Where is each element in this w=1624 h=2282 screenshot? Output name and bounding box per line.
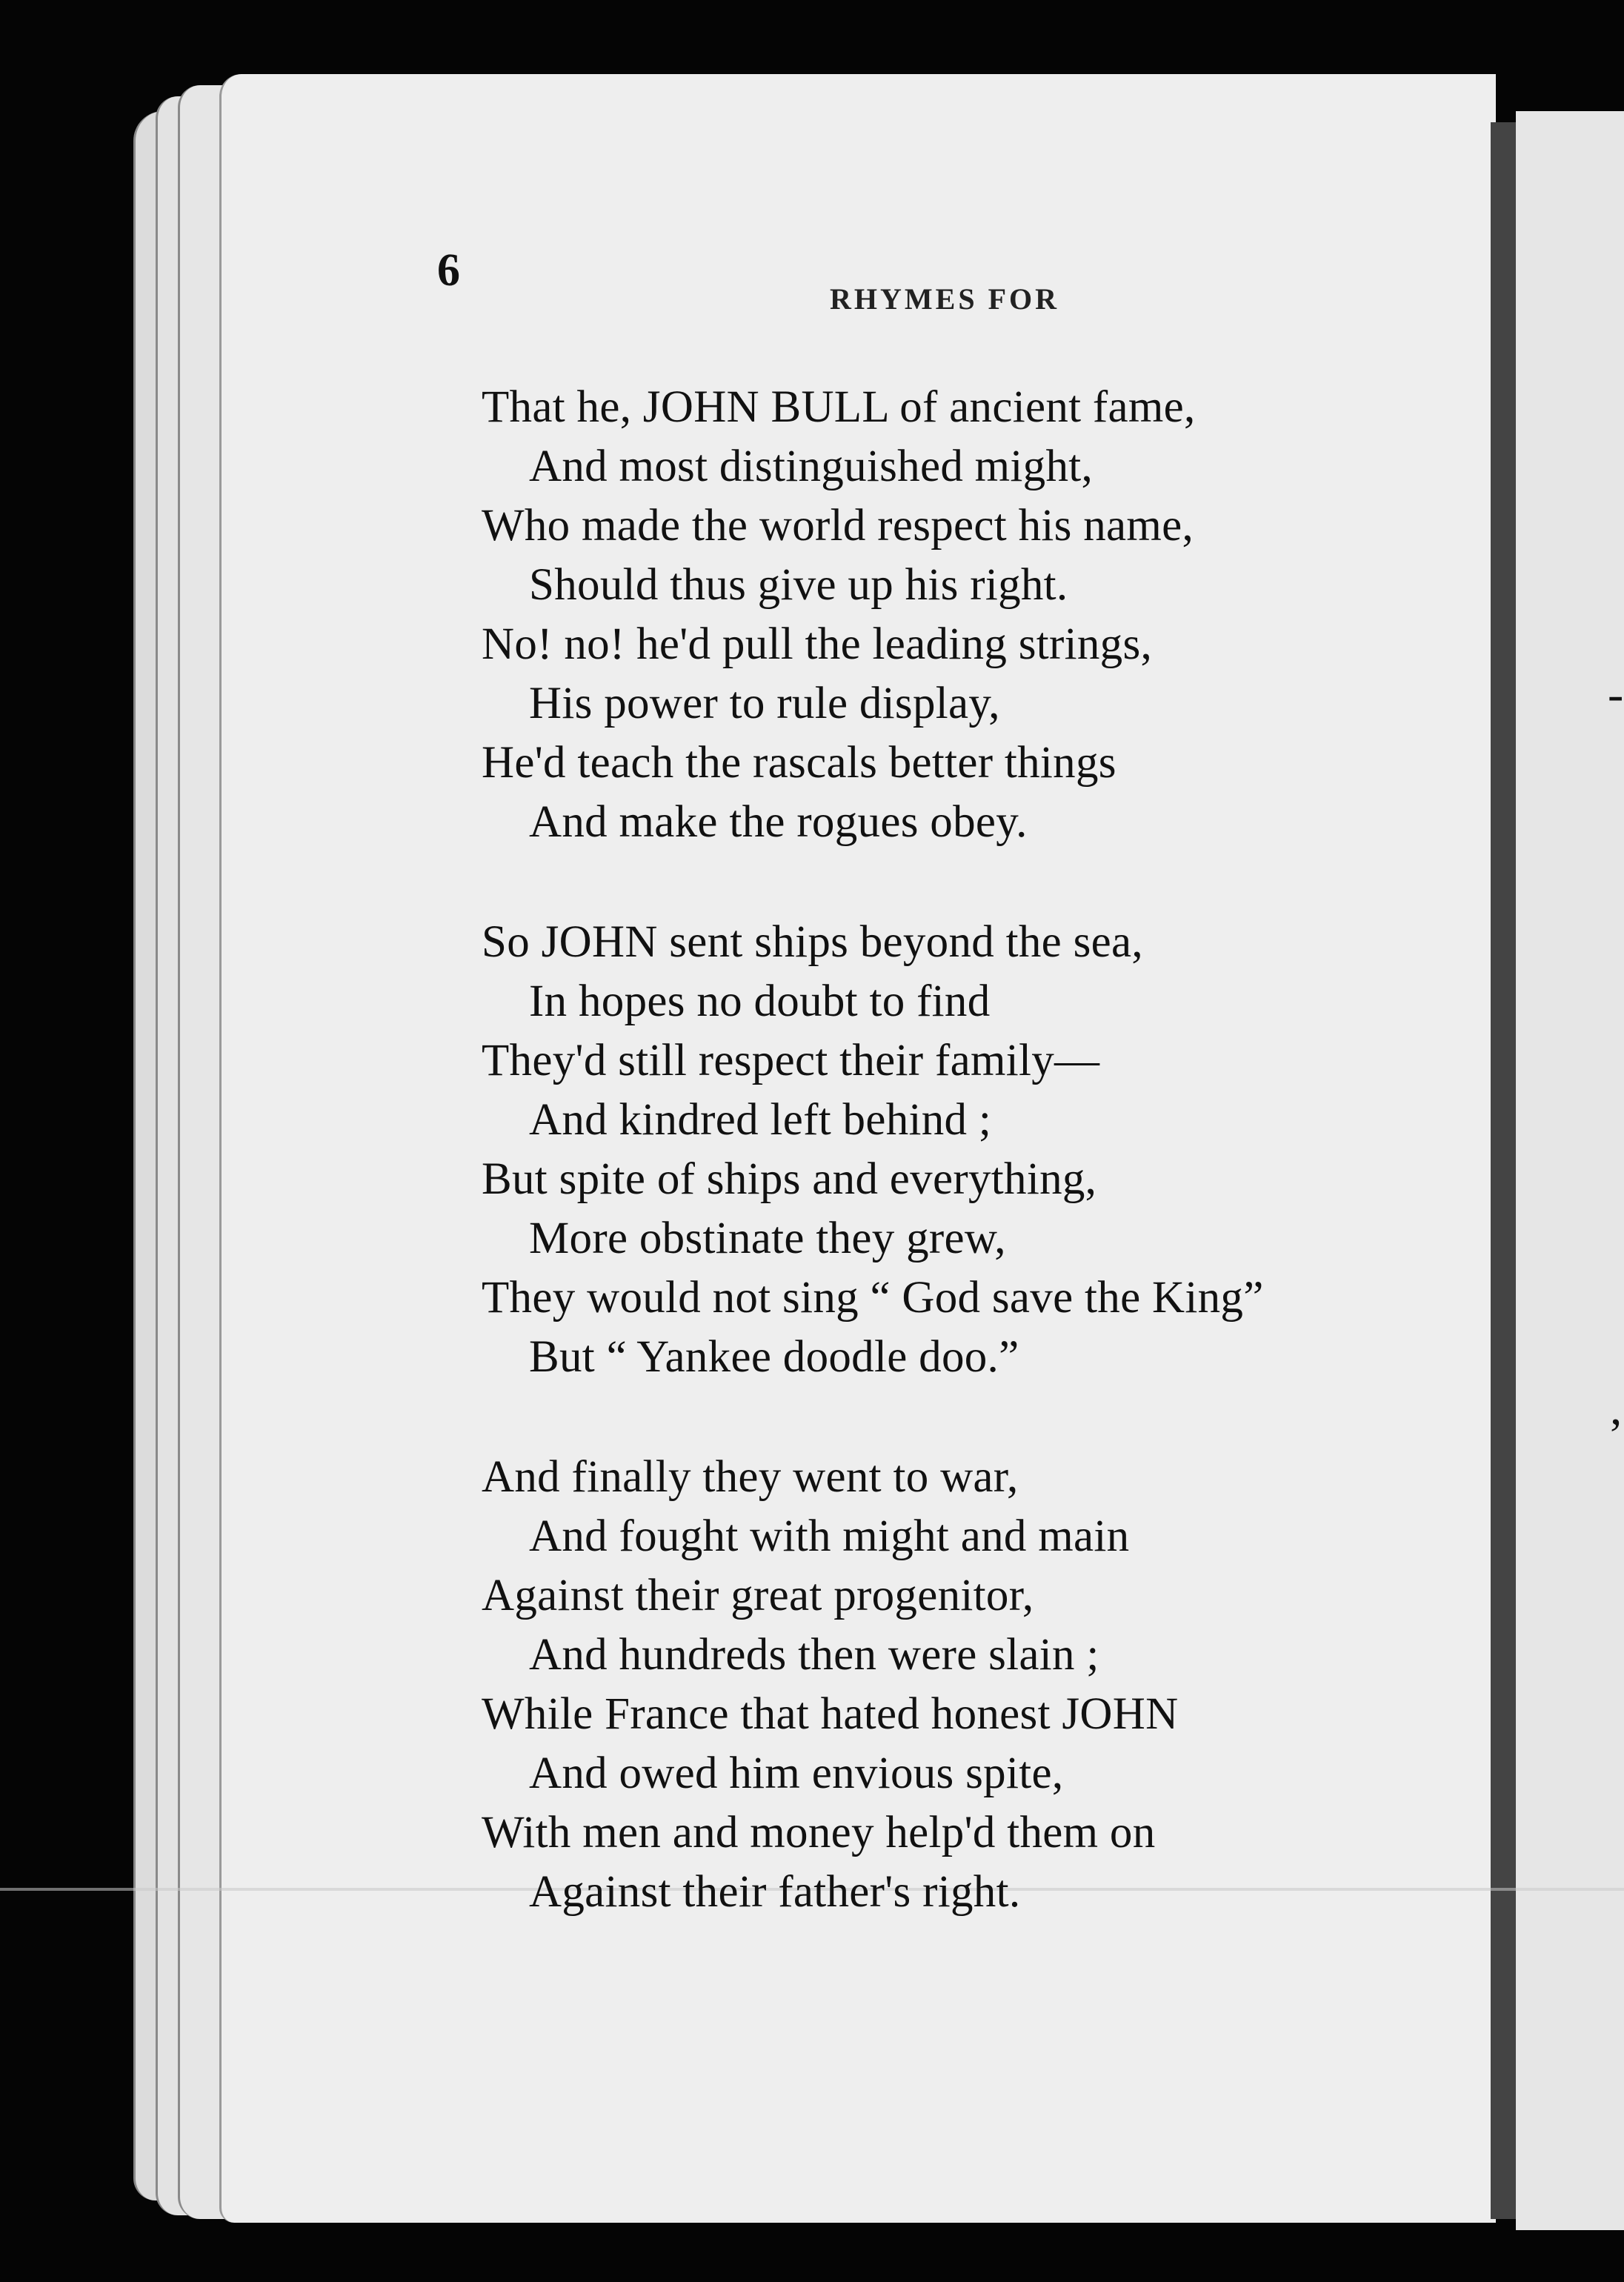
poem-line: And hundreds then were slain ;: [529, 1630, 1099, 1680]
poem-line: Against their father's right.: [529, 1867, 1021, 1917]
book-gutter: [1491, 122, 1516, 2219]
poem-line: No! no! he'd pull the leading strings,: [482, 619, 1153, 669]
poem-line: But spite of ships and everything,: [482, 1154, 1097, 1204]
poem-line: Who made the world respect his name,: [482, 501, 1194, 550]
poem-line: That he, JOHN BULL of ancient fame,: [482, 382, 1196, 432]
poem-line: And most distinguished might,: [529, 442, 1094, 491]
poem-line: With men and money help'd them on: [482, 1808, 1156, 1857]
poem-line: While France that hated honest JOHN: [482, 1689, 1179, 1739]
poem-line: And owed him envious spite,: [529, 1749, 1064, 1798]
poem: [482, 378, 1445, 1983]
poem-line: In hopes no doubt to find: [529, 977, 991, 1026]
stanza: [482, 913, 1445, 1387]
poem-line: Should thus give up his right.: [529, 560, 1068, 610]
poem-line: More obstinate they grew,: [529, 1214, 1006, 1263]
facing-page-mark: ’: [1608, 1408, 1624, 1461]
poem-line: His power to rule display,: [529, 679, 1000, 728]
poem-line: And fought with might and main: [529, 1511, 1130, 1561]
stanza: [482, 1448, 1445, 1922]
facing-page-edge: [1516, 111, 1624, 2230]
poem-line: They would not sing “ God save the King”: [482, 1273, 1264, 1323]
poem-line: And make the rogues obey.: [529, 797, 1028, 847]
poem-line: So JOHN sent ships beyond the sea,: [482, 917, 1143, 967]
facing-page-mark: -: [1608, 668, 1624, 720]
stanza: [482, 378, 1445, 852]
poem-line: But “ Yankee doodle doo.”: [529, 1332, 1019, 1382]
poem-line: They'd still respect their family—: [482, 1036, 1100, 1085]
poem-line: And finally they went to war,: [482, 1452, 1019, 1502]
poem-line: And kindred left behind ;: [529, 1095, 992, 1145]
page-number: 6: [437, 245, 460, 296]
poem-line: He'd teach the rascals better things: [482, 738, 1116, 788]
running-head: RHYMES FOR: [830, 282, 1059, 316]
poem-line: Against their great progenitor,: [482, 1571, 1034, 1620]
